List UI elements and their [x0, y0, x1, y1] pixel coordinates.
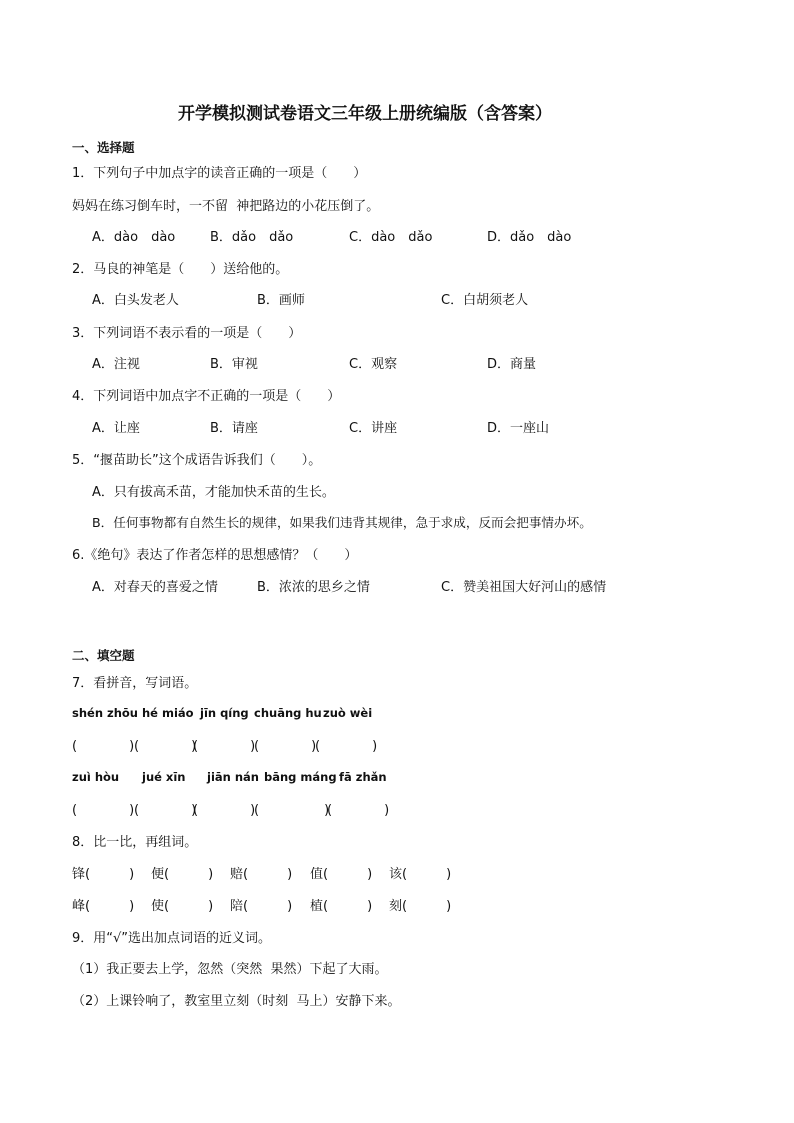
- pinyin-2-3: jiān nán: [207, 770, 259, 784]
- compare-1-3[interactable]: 赔( ): [230, 867, 293, 882]
- blank-1-4[interactable]: ( ): [254, 739, 317, 754]
- compare-1-1[interactable]: 锋( ): [72, 867, 135, 882]
- question-8-stem: 8．比一比，再组词。: [72, 835, 198, 850]
- question-4-stem: 4．下列词语中加点字不正确的一项是（ ）: [72, 389, 341, 404]
- question-2-stem: 2．马良的神笔是（ ）送给他的。: [72, 262, 289, 277]
- compare-2-4[interactable]: 植( ): [310, 899, 373, 914]
- question-3-option-c: C．观察: [349, 357, 398, 372]
- section-heading-choice: 一、选择题: [72, 140, 135, 155]
- page-title: 开学模拟测试卷语文三年级上册统编版（含答案）: [178, 104, 552, 124]
- pinyin-1-1: shén zhōu: [72, 706, 138, 720]
- blank-2-3[interactable]: ( ): [193, 803, 256, 818]
- question-6-option-a: A．对春天的喜爱之情: [92, 580, 218, 595]
- question-6-option-b: B．浓浓的思乡之情: [257, 580, 370, 595]
- question-3-option-a: A．注视: [92, 357, 140, 372]
- compare-1-4[interactable]: 值( ): [310, 867, 373, 882]
- blank-1-1[interactable]: ( ): [72, 739, 135, 754]
- compare-2-2[interactable]: 使( ): [151, 899, 214, 914]
- question-2-option-a: A．白头发老人: [92, 293, 179, 308]
- question-4-option-b: B．请座: [210, 421, 258, 436]
- compare-2-5[interactable]: 刻( ): [389, 899, 452, 914]
- question-4-option-d: D．一座山: [487, 421, 550, 436]
- pinyin-2-2: jué xīn: [142, 770, 186, 784]
- blank-2-5[interactable]: ( ): [327, 803, 390, 818]
- compare-2-3[interactable]: 陪( ): [230, 899, 293, 914]
- question-3-option-b: B．审视: [210, 357, 258, 372]
- question-5-option-b: B．任何事物都有自然生长的规律，如果我们违背其规律，急于求成，反而会把事情办坏。: [92, 515, 592, 530]
- question-3-option-d: D．商量: [487, 357, 537, 372]
- question-2-option-b: B．画师: [257, 293, 305, 308]
- question-4-option-c: C．讲座: [349, 421, 398, 436]
- question-1-option-d: D．dǎo dào: [487, 230, 572, 245]
- pinyin-2-4: bāng máng: [264, 770, 337, 784]
- question-7-stem: 7．看拼音，写词语。: [72, 676, 198, 691]
- question-1-option-c: C．dào dǎo: [349, 230, 433, 245]
- question-1-option-a: A．dào dào: [92, 230, 176, 245]
- question-4-option-a: A．让座: [92, 421, 140, 436]
- question-9-item-1: （1）我正要去上学，忽然（突然 果然）下起了大雨。: [72, 962, 388, 977]
- question-3-stem: 3．下列词语不表示看的一项是（ ）: [72, 326, 302, 341]
- pinyin-1-2: hé miáo: [142, 706, 194, 720]
- pinyin-1-3: jīn qíng: [200, 706, 249, 720]
- question-1-sentence: 妈妈在练习倒车时，一不留 神把路边的小花压倒了。: [72, 199, 380, 214]
- question-9-item-2: （2）上课铃响了，教室里立刻（时刻 马上）安静下来。: [72, 994, 401, 1009]
- question-9-stem: 9．用“√”选出加点词语的近义词。: [72, 931, 272, 946]
- question-1-stem: 1．下列句子中加点字的读音正确的一项是（ ）: [72, 166, 367, 181]
- compare-2-1[interactable]: 峰( ): [72, 899, 135, 914]
- pinyin-1-5: zuò wèi: [323, 706, 373, 720]
- compare-1-2[interactable]: 便( ): [151, 867, 214, 882]
- blank-2-4[interactable]: ( ): [254, 803, 330, 818]
- blank-2-2[interactable]: ( ): [134, 803, 197, 818]
- blank-1-5[interactable]: ( ): [315, 739, 378, 754]
- question-1-option-b: B．dǎo dǎo: [210, 230, 294, 245]
- section-heading-fill: 二、填空题: [72, 648, 135, 663]
- question-5-stem: 5．“揠苗助长”这个成语告诉我们（ ）。: [72, 453, 322, 468]
- question-6-option-c: C．赞美祖国大好河山的感情: [441, 580, 607, 595]
- question-2-option-c: C．白胡须老人: [441, 293, 529, 308]
- question-5-option-a: A．只有拔高禾苗，才能加快禾苗的生长。: [92, 485, 335, 500]
- blank-1-3[interactable]: ( ): [193, 739, 256, 754]
- blank-2-1[interactable]: ( ): [72, 803, 135, 818]
- pinyin-2-1: zuì hòu: [72, 770, 120, 784]
- pinyin-2-5: fā zhǎn: [339, 770, 387, 784]
- blank-1-2[interactable]: ( ): [134, 739, 197, 754]
- pinyin-1-4: chuāng hu: [254, 706, 322, 720]
- question-6-stem: 6.《绝句》表达了作者怎样的思想感情？（ ）: [72, 548, 358, 563]
- compare-1-5[interactable]: 该( ): [389, 867, 452, 882]
